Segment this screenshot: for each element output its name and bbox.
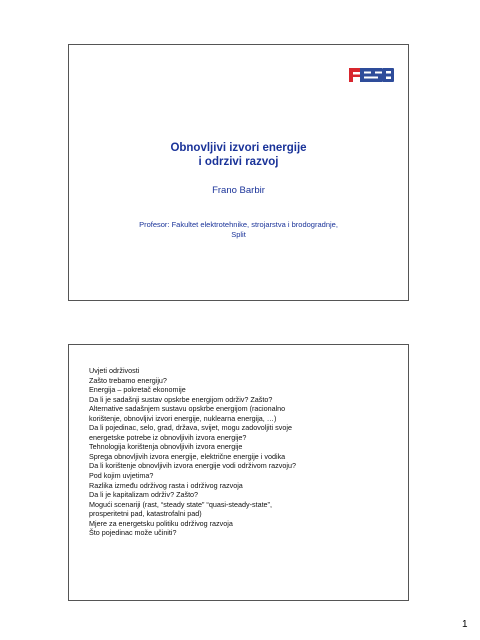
title-line: Obnovljivi izvori energije	[170, 142, 307, 154]
list-item: Da li je sadašnji sustav opskrbe energijom održiv? Zašto?	[89, 394, 273, 404]
list-item: Alternative sadašnjem sustavu opskrbe energijom (racionalno	[89, 404, 286, 414]
affiliation	[109, 220, 368, 240]
list-item: Što pojedinac može učiniti?	[89, 528, 177, 538]
page-number: 1	[462, 619, 468, 630]
list-item: Pod kojim uvjetima?	[89, 471, 154, 481]
list-item: Energija – pokretač ekonomije	[89, 385, 186, 395]
title-line: i odrzivi razvoj	[198, 156, 279, 168]
affiliation-line: Split	[231, 230, 246, 239]
slide-title	[68, 44, 409, 301]
list-item: Uvjeti održivosti	[89, 366, 140, 375]
list-item: Mjere za energetsku politiku održivog razvoja	[89, 518, 233, 528]
slide-title-text	[69, 141, 408, 169]
list-item: Razlika između održivog rasta i održivog razvoja	[89, 480, 243, 490]
list-item: Da li je kapitalizam održiv? Zašto?	[89, 490, 199, 500]
list-item: Sprega obnovljivih izvora energije, električne energije i vodika	[89, 451, 286, 461]
list-item: Da li korištenje obnovljivih izvora energije vodi održivom razvoju?	[89, 461, 296, 471]
author-name: Frano Barbir	[212, 185, 265, 196]
list-item: Zašto trebamo energiju?	[89, 375, 167, 385]
slide-outline	[68, 344, 409, 601]
list-item: prosperitetni pad, katastrofalni pad)	[89, 509, 202, 519]
fesb-logo-icon	[347, 65, 396, 85]
affiliation-line: Profesor: Fakultet elektrotehnike, strojarstva i brodogradnje,	[139, 220, 338, 229]
list-item: Mogući scenariji (rast, “steady state” “quasi-steady-state”,	[89, 499, 272, 509]
list-item: energetske potrebe iz obnovljivih izvora energije?	[89, 432, 247, 442]
outline-list	[89, 366, 396, 538]
list-item: Da li pojedinac, selo, grad, država, svijet, mogu zadovoljiti svoje	[89, 423, 292, 433]
list-item: korištenje, obnovljivi izvori energije, nuklearna energija, …)	[89, 413, 277, 423]
list-item: Tehnologija korištenja obnovljivih izvora energije	[89, 442, 243, 452]
